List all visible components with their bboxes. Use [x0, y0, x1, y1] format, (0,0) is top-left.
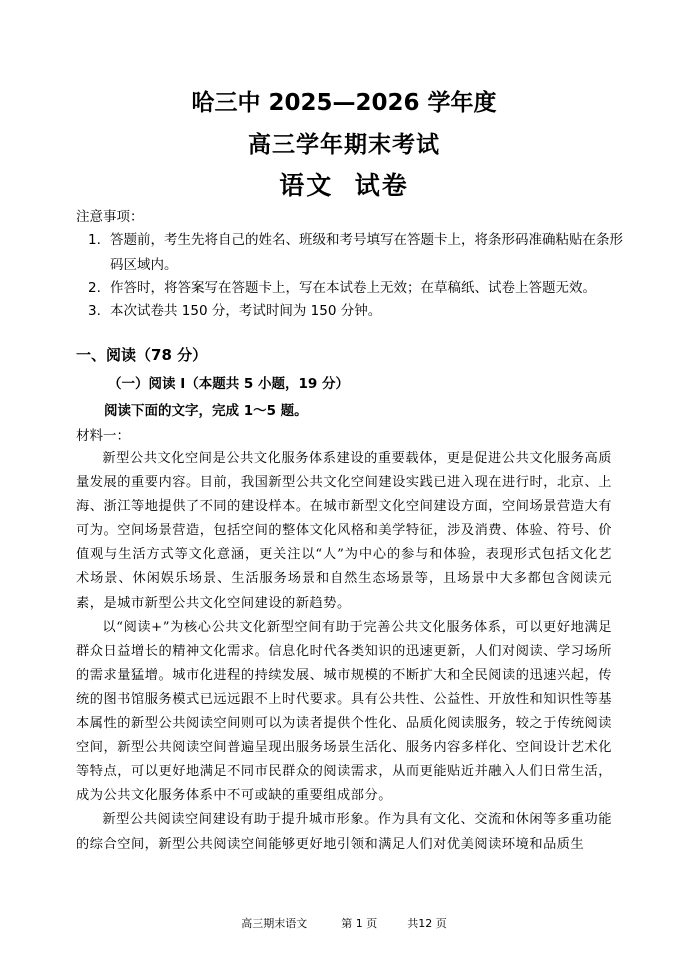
passage-paragraph: 以“阅读+”为核心公共文化新型空间有助于完善公共文化服务体系，可以更好地满足群众日益增长的精神文化需求。信息化时代各类知识的迅速更新，人们对阅读、学习场所的需求量猛增。城市化进程的持续发展、城市规模的不断扩大和全民阅读的迅速兴起，传统的图书馆服务模式已远远跟不上时代要求。具有公共性、公益性、开放性和知识性等基本属性的新型公共阅读空间则可以为读者提供个性化、品质化阅读服务，较之于传统阅读空间，新型公共阅读空间普遍呈现出服务场景生活化、服务内容多样化、空间设计艺术化等特点，可以更好地满足不同市民群众的阅读需求，从而更能贴近并融入人们日常生活，成为公共文化服务体系中不可或缺的重要组成部分。: [76, 619, 612, 804]
notice-item: [88, 228, 628, 278]
footer-total-pages: 共12 页: [407, 917, 447, 930]
notice-item: [88, 299, 628, 324]
footer-page-number: 1: [355, 917, 363, 930]
footer-page-suffix: 页: [366, 917, 378, 930]
footer-subject: 高三期末语文: [241, 917, 308, 930]
notice-item-text: 本次试卷共 150 分，考试时间为 150 分钟。: [110, 303, 382, 319]
notice-item-number: 2.: [88, 280, 101, 296]
reading-instruction: 阅读下面的文字，完成 1～5 题。: [104, 403, 308, 419]
notice-item-text: 答题前，考生先将自己的姓名、班级和考号填写在答题卡上，将条形码准确粘贴在条形码区域内。: [110, 232, 623, 273]
footer-page-prefix: 第: [341, 917, 353, 930]
exam-title-school-year: 哈三中 2025—2026 学年度: [191, 90, 497, 116]
notice-item-number: 3.: [88, 303, 101, 319]
notice-item-text: 作答时，将答案写在答题卡上，写在本试卷上无效；在草稿纸、试卷上答题无效。: [110, 280, 596, 296]
section-subheading: （一）阅读 I（本题共 5 小题，19 分）: [108, 376, 350, 392]
passage-paragraph: 新型公共文化空间是公共文化服务体系建设的重要载体，更是促进公共文化服务高质量发展的重要内容。目前，我国新型公共文化空间建设实践已进入现在进行时，北京、上海、浙江等地提供了不同的建设样本。在城市新型文化空间建设方面，空间场景营造大有可为。空间场景营造，包括空间的整体文化风格和美学特征，涉及消费、体验、符号、价值观与生活方式等文化意涵，更关注以“人”为中心的参与和体验，表现形式包括文化艺术场景、休闲娱乐场景、生活服务场景和自然生态场景等，且场景中大多都包含阅读元素，是城市新型公共文化空间建设的新趋势。: [76, 451, 612, 611]
page-footer: [0, 915, 688, 931]
passage-paragraph: 新型公共阅读空间建设有助于提升城市形象。作为具有文化、交流和休闲等多重功能的综合空间，新型公共阅读空间能够更好地引领和满足人们对优美阅读环境和品质生: [76, 812, 612, 852]
notice-item-number: 1.: [88, 232, 101, 248]
exam-title-exam-name: 高三学年期末考试: [248, 132, 440, 158]
section-heading: 一、阅读（78 分）: [76, 346, 208, 364]
material-label: 材料一：: [76, 428, 130, 444]
notice-item: [88, 276, 628, 301]
exam-title-subject: 语文 试卷: [279, 171, 409, 200]
notice-heading: 注意事项：: [76, 209, 144, 225]
reading-passage: [76, 447, 612, 857]
